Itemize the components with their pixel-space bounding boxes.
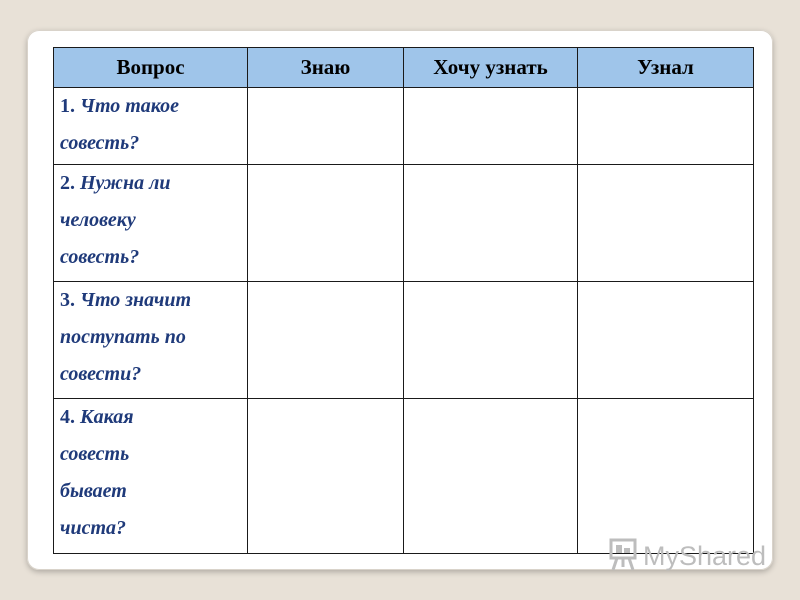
question-line: бывает <box>60 480 127 502</box>
watermark-text: MyShared <box>643 541 767 571</box>
know-cell[interactable] <box>248 282 404 399</box>
question-number: 3. <box>60 289 80 311</box>
know-cell[interactable] <box>248 88 404 165</box>
header-want-to-know: Хочу узнать <box>404 48 578 88</box>
table-row <box>54 282 754 399</box>
header-learned: Узнал <box>578 48 754 88</box>
question-line: поступать по <box>60 326 186 348</box>
question-cell <box>54 399 248 554</box>
question-cell <box>54 88 248 165</box>
question-line: Что значит <box>80 289 192 311</box>
learned-cell[interactable] <box>578 399 754 554</box>
question-line: чиста? <box>60 517 127 539</box>
question-line: Какая <box>80 406 134 428</box>
know-cell[interactable] <box>248 165 404 282</box>
question-line: совести? <box>60 363 142 385</box>
board-icon <box>607 537 639 576</box>
kwl-table <box>53 47 754 554</box>
question-cell <box>54 165 248 282</box>
learned-cell[interactable] <box>578 88 754 165</box>
table-row <box>54 88 754 165</box>
question-number: 1. <box>60 95 80 117</box>
header-know: Знаю <box>248 48 404 88</box>
question-number: 4. <box>60 406 80 428</box>
header-question: Вопрос <box>54 48 248 88</box>
learned-cell[interactable] <box>578 165 754 282</box>
want-to-know-cell[interactable] <box>404 399 578 554</box>
question-line: Что такое <box>80 95 180 117</box>
know-cell[interactable] <box>248 399 404 554</box>
question-cell <box>54 282 248 399</box>
question-number: 2. <box>60 172 80 194</box>
table-row <box>54 399 754 554</box>
question-line: Нужна ли <box>80 172 171 194</box>
question-line: совесть <box>60 443 130 465</box>
table-row <box>54 165 754 282</box>
question-line: совесть? <box>60 132 140 154</box>
learned-cell[interactable] <box>578 282 754 399</box>
want-to-know-cell[interactable] <box>404 282 578 399</box>
table-header-row <box>54 48 754 88</box>
watermark <box>607 537 766 576</box>
want-to-know-cell[interactable] <box>404 165 578 282</box>
question-line: совесть? <box>60 246 140 268</box>
question-line: человеку <box>60 209 136 231</box>
want-to-know-cell[interactable] <box>404 88 578 165</box>
